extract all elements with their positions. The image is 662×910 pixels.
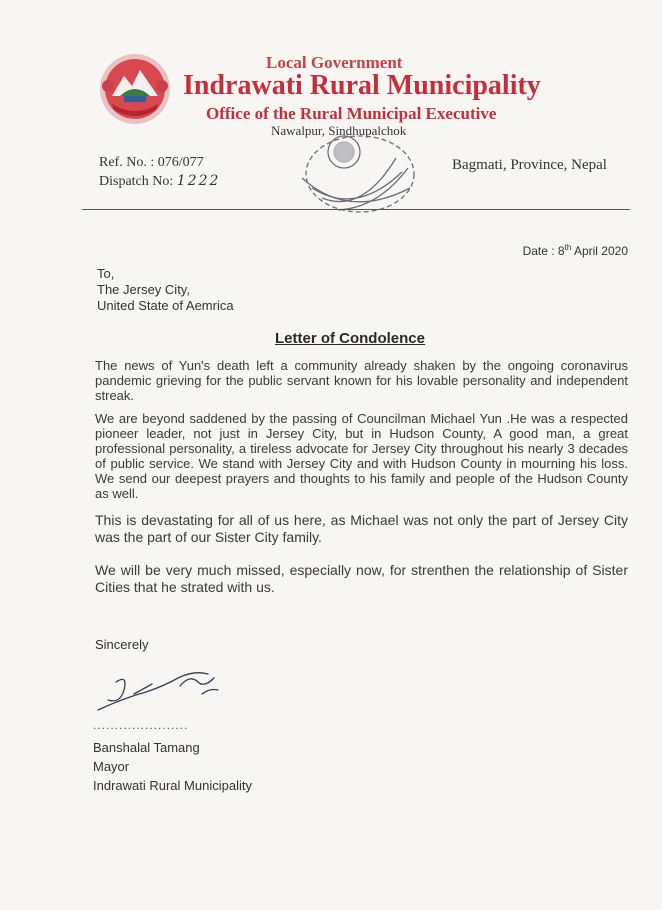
signatory-org: Indrawati Rural Municipality (93, 778, 252, 793)
signatory-title: Mayor (93, 759, 130, 774)
body-paragraph-1: The news of Yun's death left a community already shaken by the ongoing coronavirus pandemic grieving for the public servant known for his lovable personality and independent streak. (95, 358, 628, 403)
dispatch-value: 1222 (176, 173, 221, 189)
recipient-line: United State of Aemrica (97, 298, 234, 313)
ref-label: Ref. No. : (99, 155, 155, 170)
reference-block (99, 153, 220, 191)
letterhead-municipality-name: Indrawati Rural Municipality (183, 70, 541, 101)
letter-date (523, 243, 628, 258)
dispatch-number-row (99, 172, 220, 191)
subject-heading-row (0, 330, 662, 348)
body-paragraph-4: We will be very much missed, especially now, for strenthen the relationship of Sister Cities that he strated with us. (95, 562, 628, 595)
letterhead-line-local-government: Local Government (266, 53, 403, 72)
ref-value: 076/077 (157, 155, 204, 170)
recipient-address (97, 266, 234, 314)
ref-number-row (99, 153, 220, 172)
signatory-name: Banshalal Tamang (93, 740, 200, 755)
subject-heading: Letter of Condolence (274, 330, 425, 347)
date-suffix: th (564, 243, 572, 252)
nepal-emblem-icon (98, 52, 172, 126)
dispatch-label: Dispatch No: (99, 174, 174, 189)
signatory-block (93, 738, 252, 795)
handwritten-signature (94, 664, 224, 716)
province-address: Bagmati, Province, Nepal (452, 157, 607, 173)
letterhead-office-name: Office of the Rural Municipal Executive (206, 104, 497, 123)
official-stamp (298, 128, 418, 222)
body-paragraph-2: We are beyond saddened by the passing of Councilman Michael Yun .He was a respected pioneer leader, not just in Jersey City, but in Hudson County, A good man, a great professional personality, a tireless advocate for Jersey City throughout his nearly 3 decades of public service. We stand with Jersey City and with Hudson County in mourning his loss. We send our deepest prayers and thoughts to his family and people of the Hudson County as well. (95, 411, 628, 501)
signature-line: ...................... (93, 718, 189, 732)
letterhead-location: Nawalpur, Sindhupalchok (271, 123, 407, 138)
body-paragraph-3: This is devastating for all of us here, as Michael was not only the part of Jersey City was the part of our Sister City family. (95, 512, 628, 545)
recipient-line: The Jersey City, (97, 282, 190, 297)
header-divider (82, 209, 630, 210)
date-rest: April 2020 (573, 244, 628, 258)
recipient-line: To, (97, 266, 115, 281)
date-prefix: Date : 8 (522, 244, 565, 258)
closing: Sincerely (95, 637, 149, 652)
